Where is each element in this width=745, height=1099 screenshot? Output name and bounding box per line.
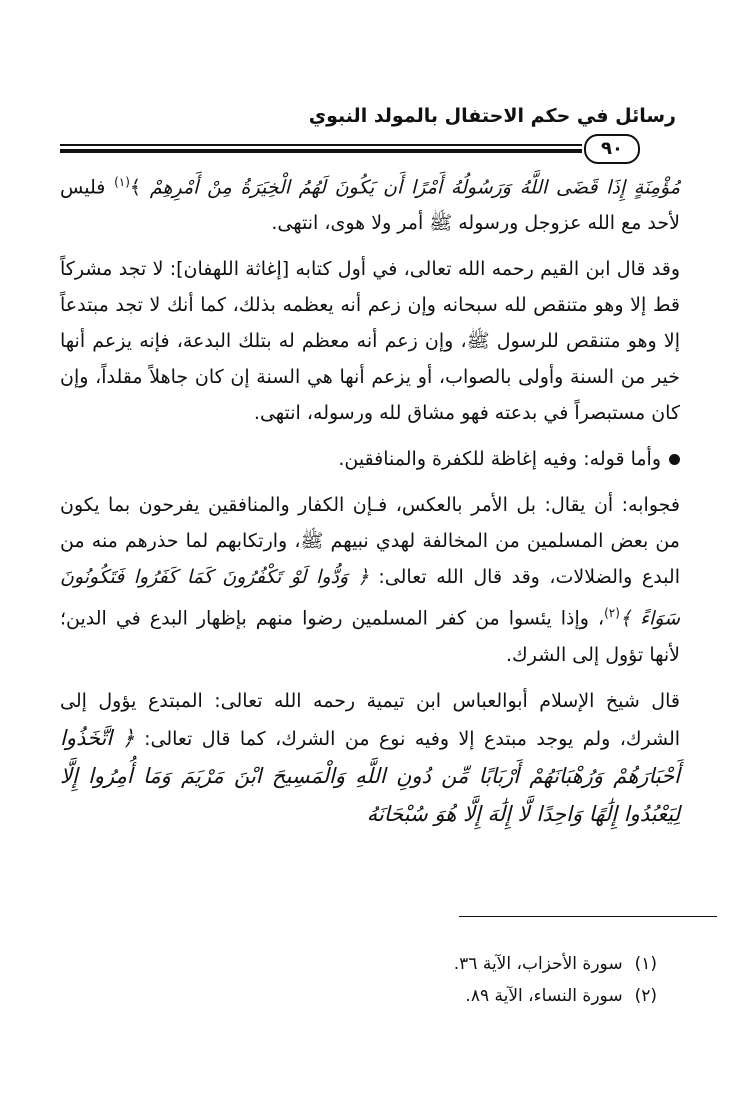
paragraph-3 <box>60 441 680 477</box>
footnote-2-text: سورة النساء، الآية ٨٩. <box>465 986 623 1006</box>
paragraph-5 <box>60 683 680 833</box>
footnote-2-number: (٢) <box>634 986 657 1006</box>
paragraph-5-text: قال شيخ الإسلام أبوالعباس ابن تيمية رحمه الله تعالى: المبتدع يؤول إلى الشرك، ولم يوجد مبتدع إلا وفيه نوع من الشرك، كما قال تعالى: <box>60 689 681 750</box>
paragraph-4-outro: ، وإذا يئسوا من كفر المسلمين رضوا منهم بإظهار البدع في الدين؛ لأنها تؤول إلى الشرك. <box>60 607 680 666</box>
body-text <box>60 164 680 833</box>
footnote-separator <box>459 916 717 917</box>
footnotes <box>454 948 657 1012</box>
quran-verse-nisa: ﴿ وَدُّوا لَوْ تَكْفُرُونَ كَمَا كَفَرُوا فَتَكُونُونَ سَوَاءً ﴾ <box>60 566 680 630</box>
header-rule-thin <box>60 144 582 146</box>
footnote-ref-2: (٢) <box>604 606 620 621</box>
page <box>60 100 680 843</box>
footnote-ref-1: (١) <box>114 175 130 189</box>
footnote-1 <box>454 948 657 980</box>
footnote-1-text: سورة الأحزاب، الآية ٣٦. <box>453 954 623 974</box>
footnote-1-number: (١) <box>634 954 657 974</box>
verse-end-mark: ﴾ <box>129 176 142 199</box>
paragraph-1 <box>60 164 680 241</box>
header-rule <box>60 134 680 160</box>
bullet-icon <box>669 454 680 465</box>
paragraph-1-text: فليس لأحد مع الله عزوجل ورسوله ﷺ أمر ولا هوى، انتهى. <box>60 176 680 235</box>
paragraph-2: وقد قال ابن القيم رحمه الله تعالى، في أول كتابه [إغاثة اللهفان]: لا تجد مشركاً قط إلا وهو متنقص لله سبحانه وإن زعم أنه يعظمه بذلك، كما أنك لا تجد مبتدعاً إلا وهو متنقص للرسول ﷺ، وإن زعم أنه معظم له بتلك البدعة، فإنه يزعم أنها خير من السنة وأولى بالصواب، أو يزعم أنها هي السنة إن كان جاهلاً مقلداً، وإن كان مستبصراً في بدعته فهو مشاق لله ورسوله، انتهى. <box>60 258 680 425</box>
running-header: رسائل في حكم الاحتفال بالمولد النبوي <box>308 105 676 127</box>
paragraph-3-text: وأما قوله: وفيه إغاظة للكفرة والمنافقين. <box>338 448 661 471</box>
footnote-2 <box>454 980 657 1012</box>
quran-verse-tawba: ﴿ اتَّخَذُوا أَحْبَارَهُمْ وَرُهْبَانَهُمْ أَرْبَابًا مِّن دُونِ اللَّهِ وَالْمَسِيحَ ابْنَ مَرْيَمَ وَمَا أُمِرُوا إِلَّا لِيَعْبُدُوا إِلَٰهًا وَاحِدًا لَّا إِلَٰهَ إِلَّا هُوَ سُبْحَانَهُ <box>60 725 680 826</box>
page-number: ٩٠ <box>584 134 640 164</box>
header-rule-thick <box>60 149 582 153</box>
quran-verse-ahzab: مُؤْمِنَةٍ إِذَا قَضَى اللَّهُ وَرَسُولُهُ أَمْرًا أَن يَكُونَ لَهُمُ الْخِيَرَةُ مِنْ أَمْرِهِمْ <box>149 176 680 199</box>
paragraph-4 <box>60 487 680 672</box>
paragraph-4-intro: فجوابه: أن يقال: بل الأمر بالعكس، فـإن الكفار والمنافقين يفرحون بما يكون من بعض المسلمين من المخالفة لهدي نبيهم ﷺ، وارتكابهم لما حذرهم منه من البدع والضلالات، وقد قال الله تعالى: <box>60 494 680 589</box>
